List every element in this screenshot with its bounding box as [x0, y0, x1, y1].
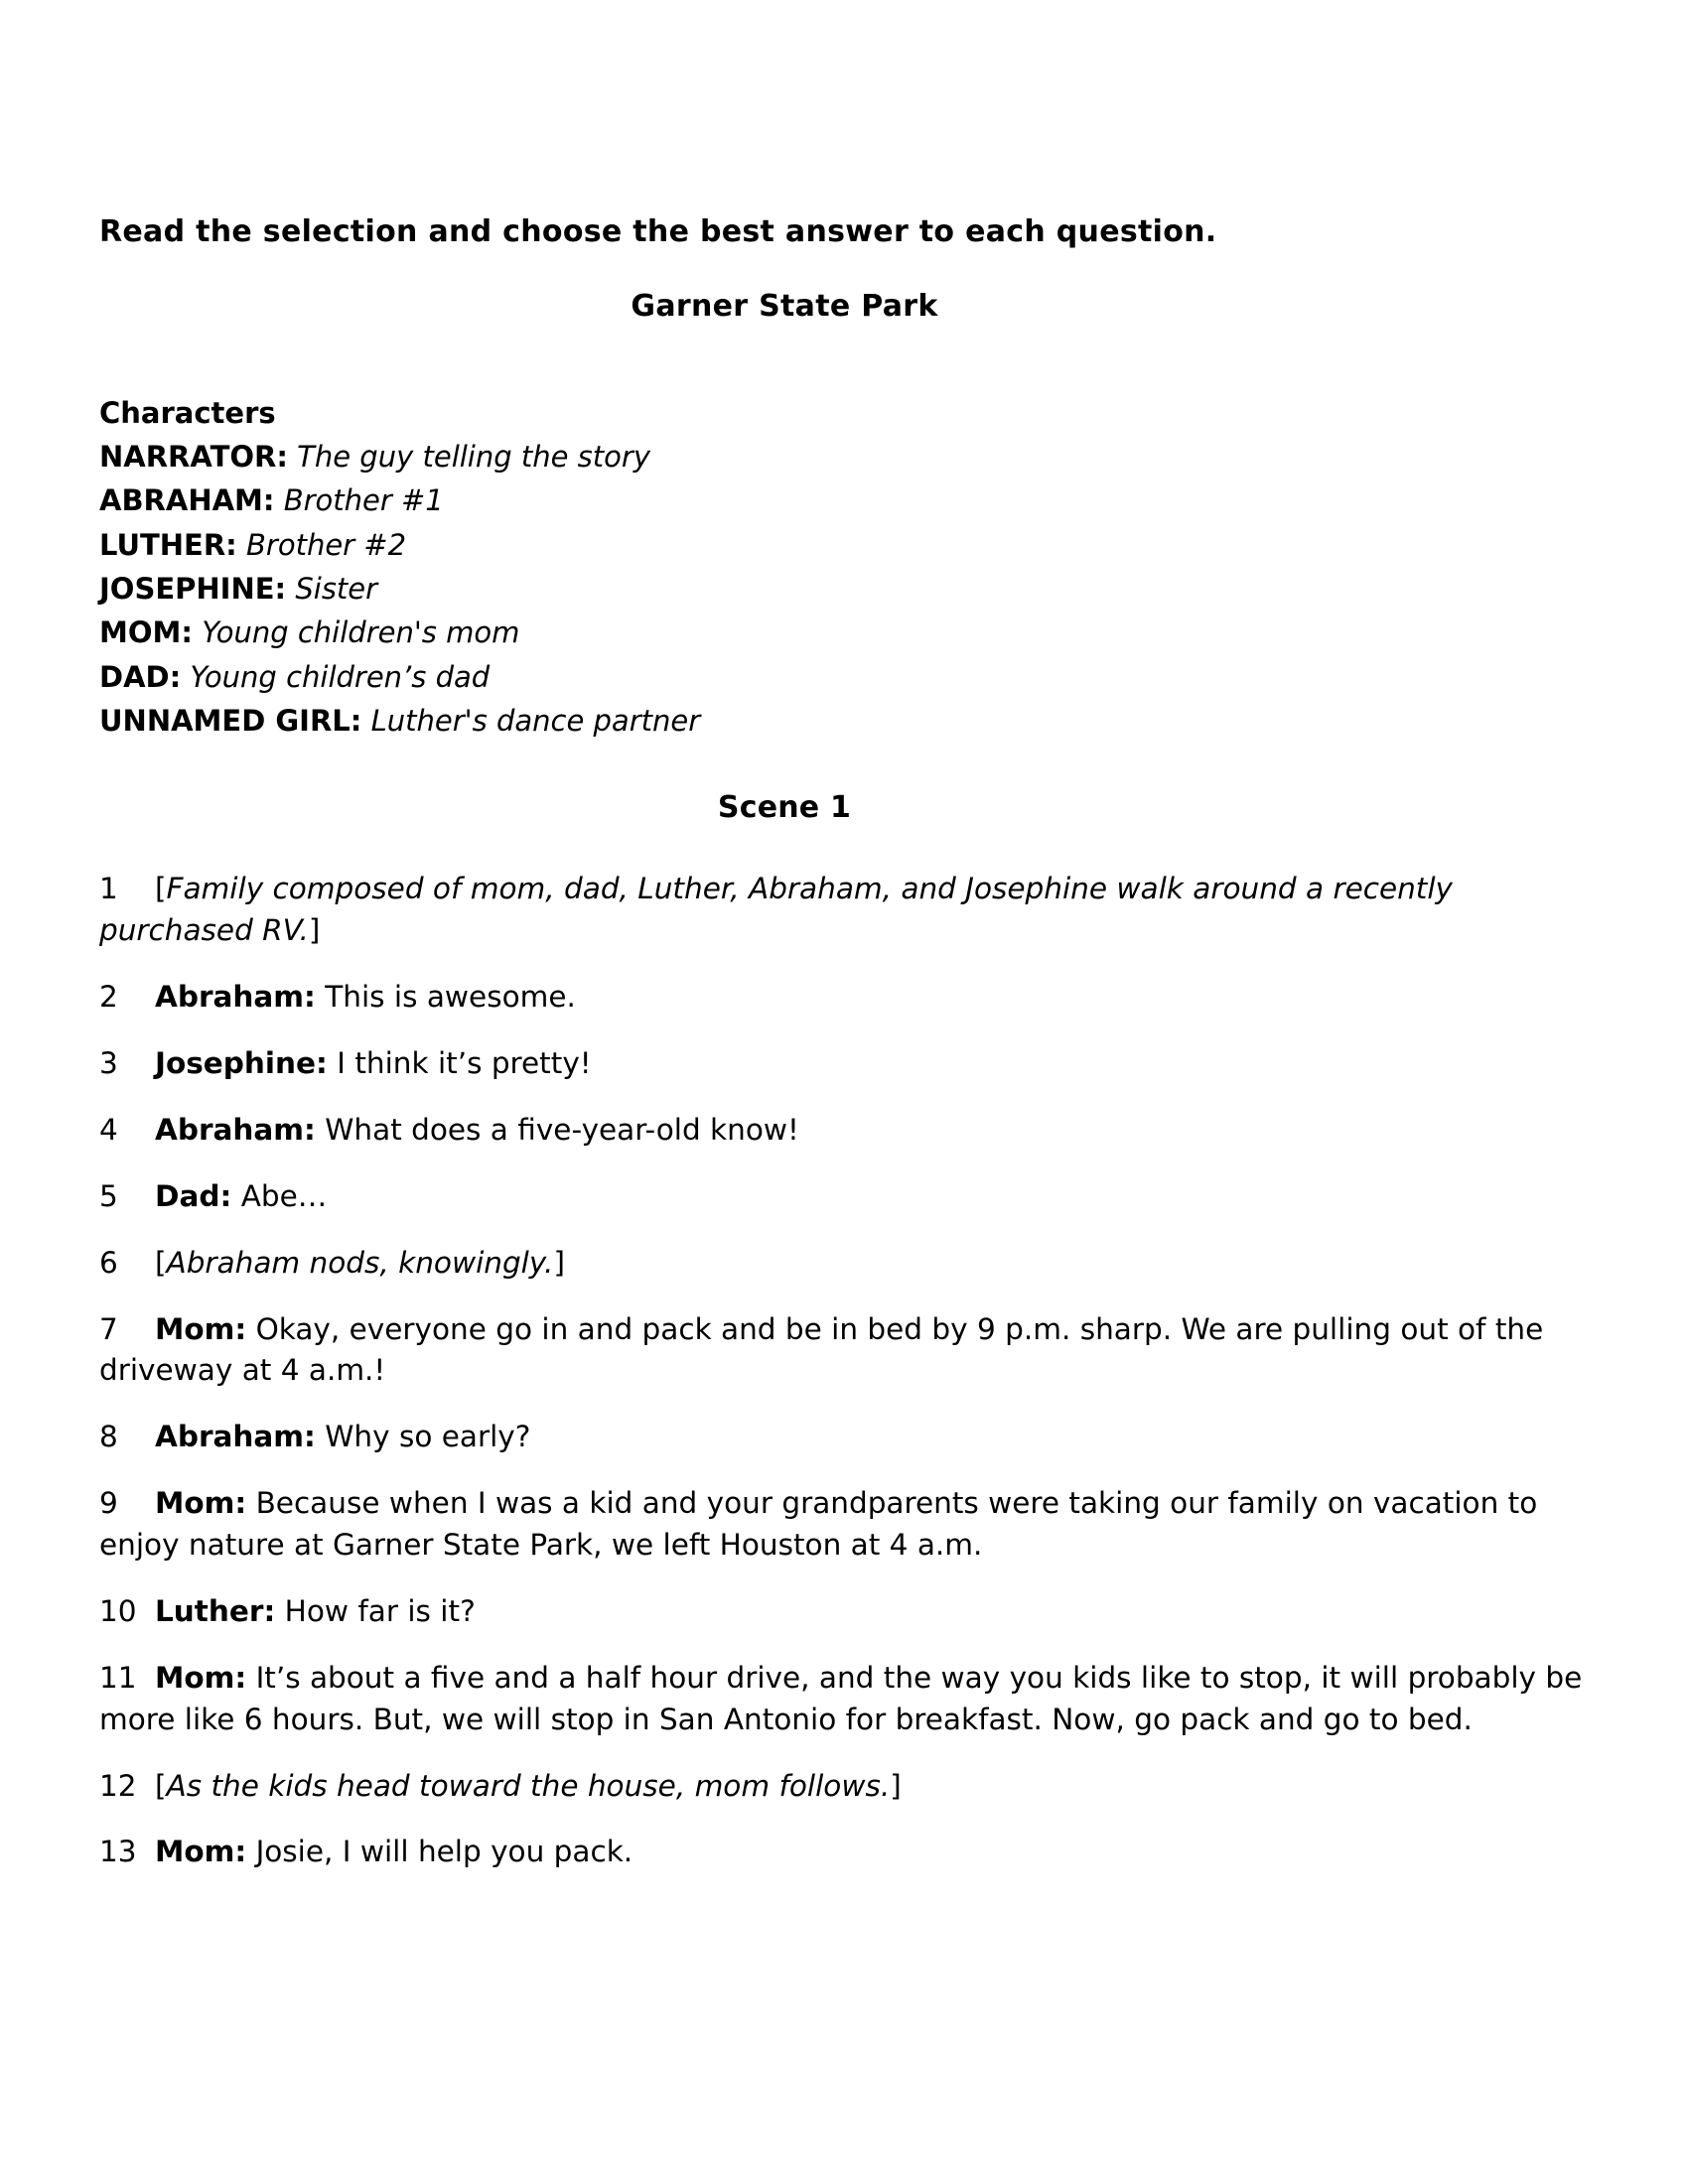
line-number: 7	[99, 1311, 118, 1346]
dialogue-text: I think it’s pretty!	[337, 1046, 592, 1080]
character-name: LUTHER:	[99, 527, 237, 562]
line-number: 12	[99, 1768, 137, 1803]
script-line	[99, 1110, 1589, 1152]
script-line	[99, 1832, 1589, 1873]
script-body	[99, 869, 1589, 1873]
speaker-name: Mom:	[155, 1311, 247, 1346]
speaker-name: Mom:	[155, 1486, 247, 1521]
script-line	[99, 1658, 1589, 1741]
script-line	[99, 977, 1589, 1019]
stage-direction-text: Abraham nods, knowingly.	[166, 1245, 554, 1280]
speaker-name: Mom:	[155, 1660, 247, 1695]
speaker-name: Dad:	[155, 1178, 232, 1213]
line-number: 11	[99, 1660, 137, 1695]
line-number: 5	[99, 1178, 118, 1213]
character-description: Young children's mom	[202, 615, 520, 650]
dialogue-text: Abe…	[240, 1178, 328, 1213]
character-name: JOSEPHINE:	[99, 571, 287, 606]
character-name: DAD:	[99, 659, 182, 694]
character-entry	[99, 478, 1589, 522]
script-line	[99, 1176, 1589, 1218]
script-line	[99, 1766, 1589, 1808]
page-title: Garner State Park	[631, 288, 938, 324]
character-entry	[99, 699, 1589, 743]
character-description: Young children’s dad	[190, 659, 491, 694]
line-number: 2	[99, 980, 118, 1015]
line-number: 3	[99, 1046, 118, 1080]
character-entry	[99, 655, 1589, 699]
script-line	[99, 1591, 1589, 1633]
character-entry	[99, 567, 1589, 611]
character-description: Brother #1	[283, 483, 444, 518]
dialogue-text: Why so early?	[325, 1420, 531, 1454]
dialogue-text: What does a five-year-old know!	[325, 1112, 799, 1147]
instruction-heading: Read the selection and choose the best answer to each question.	[99, 214, 1217, 249]
characters-section	[99, 391, 1589, 744]
stage-direction-text: As the kids head toward the house, mom follows.	[166, 1768, 891, 1803]
script-line	[99, 1417, 1589, 1458]
document-content	[99, 0, 1589, 1873]
line-number: 6	[99, 1245, 118, 1280]
speaker-name: Abraham:	[155, 1112, 316, 1147]
dialogue-text: This is awesome.	[325, 980, 576, 1015]
line-number: 10	[99, 1593, 137, 1628]
character-description: Luther's dance partner	[370, 704, 701, 739]
characters-heading: Characters	[99, 395, 276, 430]
character-name: MOM:	[99, 615, 193, 650]
dialogue-text: Because when I was a kid and your grandparents were taking our family on vacation to enjoy nature at Garner State Park, we left Houston at 4 a.m.	[99, 1486, 1538, 1562]
character-description: Sister	[295, 571, 378, 606]
script-line	[99, 869, 1589, 952]
character-list	[99, 435, 1589, 744]
character-entry	[99, 435, 1589, 478]
line-number: 1	[99, 872, 118, 906]
script-line	[99, 1243, 1589, 1285]
speaker-name: Abraham:	[155, 1420, 316, 1454]
script-line	[99, 1483, 1589, 1567]
stage-direction-open-bracket: [	[155, 1768, 167, 1803]
stage-direction-text: Family composed of mom, dad, Luther, Abraham, and Josephine walk around a recently purchased RV.	[99, 872, 1454, 948]
dialogue-text: How far is it?	[284, 1593, 476, 1628]
stage-direction-open-bracket: [	[155, 872, 167, 906]
speaker-name: Abraham:	[155, 980, 316, 1015]
line-number: 13	[99, 1835, 137, 1869]
stage-direction-close-bracket: ]	[890, 1768, 902, 1803]
line-number: 9	[99, 1486, 118, 1521]
line-number: 8	[99, 1420, 118, 1454]
scene-heading: Scene 1	[717, 790, 852, 826]
stage-direction-open-bracket: [	[155, 1245, 167, 1280]
stage-direction-close-bracket: ]	[308, 913, 321, 948]
script-line	[99, 1043, 1589, 1085]
dialogue-text: Okay, everyone go in and pack and be in bed by 9 p.m. sharp. We are pulling out of the driveway at 4 a.m.!	[99, 1311, 1544, 1388]
character-description: Brother #2	[246, 527, 407, 562]
character-description: The guy telling the story	[297, 439, 650, 474]
speaker-name: Mom:	[155, 1835, 247, 1869]
speaker-name: Josephine:	[155, 1046, 328, 1080]
dialogue-text: It’s about a five and a half hour drive, and the way you kids like to stop, it will probably be more like 6 hours. But, we will stop in San Antonio for breakfast. Now, go pack and go to bed.	[99, 1660, 1583, 1736]
stage-direction-close-bracket: ]	[553, 1245, 565, 1280]
speaker-name: Luther:	[155, 1593, 276, 1628]
dialogue-text: Josie, I will help you pack.	[255, 1835, 633, 1869]
character-name: ABRAHAM:	[99, 483, 275, 518]
character-name: UNNAMED GIRL:	[99, 704, 362, 739]
character-entry	[99, 523, 1589, 567]
line-number: 4	[99, 1112, 118, 1147]
character-entry	[99, 611, 1589, 654]
character-name: NARRATOR:	[99, 439, 288, 474]
script-line	[99, 1309, 1589, 1393]
